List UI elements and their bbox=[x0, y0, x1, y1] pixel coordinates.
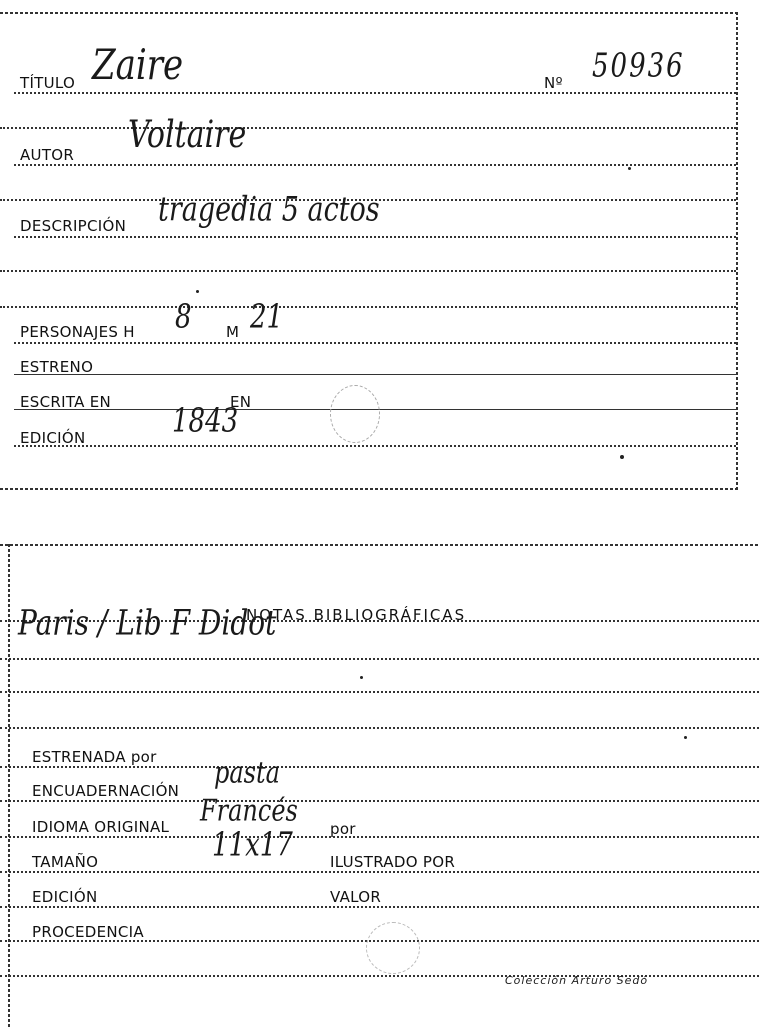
ink-speck bbox=[628, 167, 631, 170]
rule-line bbox=[0, 800, 759, 802]
rule-line bbox=[0, 270, 736, 272]
rule-line bbox=[14, 445, 736, 447]
card-top-edge bbox=[0, 544, 759, 546]
rule-line bbox=[0, 306, 736, 308]
catalog-card-back bbox=[0, 540, 759, 1028]
personajes-h-value: 8 bbox=[175, 298, 192, 336]
estreno-label: ESTRENO bbox=[20, 358, 94, 376]
en-label: EN bbox=[230, 393, 252, 411]
idioma-value: Francés bbox=[200, 793, 298, 828]
personajes-m-label: M bbox=[226, 323, 240, 341]
punch-hole-mark bbox=[330, 385, 380, 443]
edicion-value: 1843 bbox=[172, 402, 239, 440]
autor-label: AUTOR bbox=[20, 146, 75, 164]
rule-line bbox=[0, 906, 759, 908]
rule-line bbox=[14, 342, 736, 344]
notas-value: Paris / Lib F Didot bbox=[18, 601, 277, 643]
edicion-label: EDICIÓN bbox=[20, 429, 86, 447]
ink-speck bbox=[684, 736, 687, 739]
encuadernacion-label: ENCUADERNACIÓN bbox=[32, 782, 180, 800]
procedencia-label: PROCEDENCIA bbox=[32, 923, 144, 941]
ink-speck bbox=[360, 676, 363, 679]
notas-heading: NOTAS BIBLIOGRÁFICAS bbox=[246, 606, 467, 624]
encuadernacion-value: pasta bbox=[214, 755, 280, 790]
descripcion-label: DESCRIPCIÓN bbox=[20, 217, 127, 235]
card-bottom-edge bbox=[0, 488, 740, 490]
titulo-value: Zaire bbox=[92, 40, 184, 90]
card-left-edge bbox=[8, 544, 10, 1028]
coleccion-credit: Colección Arturo Sedó bbox=[505, 974, 649, 987]
por-label: por bbox=[330, 820, 356, 838]
autor-value: Voltaire bbox=[128, 113, 247, 157]
estrenada-label: ESTRENADA por bbox=[32, 748, 157, 766]
tamano-label: TAMAÑO bbox=[32, 853, 99, 871]
personajes-h-label: PERSONAJES H bbox=[20, 323, 135, 341]
rule-line bbox=[0, 871, 759, 873]
descripcion-value: tragedia 5 actos bbox=[158, 190, 380, 229]
valor-label: VALOR bbox=[330, 888, 382, 906]
rule-line bbox=[0, 691, 759, 693]
punch-hole-mark bbox=[366, 922, 420, 974]
card-top-edge bbox=[0, 12, 740, 14]
ilustrado-label: ILUSTRADO POR bbox=[330, 853, 456, 871]
card-right-edge bbox=[736, 12, 738, 488]
personajes-m-value: 21 bbox=[250, 298, 284, 336]
rule-line bbox=[0, 127, 736, 129]
numero-value: 50936 bbox=[592, 47, 685, 85]
rule-line bbox=[0, 658, 759, 660]
tamano-value: 11x17 bbox=[212, 826, 293, 864]
idioma-label: IDIOMA ORIGINAL bbox=[32, 818, 170, 836]
rule-line bbox=[0, 836, 759, 838]
escrita-en-label: ESCRITA EN bbox=[20, 393, 112, 411]
rule-line bbox=[14, 236, 736, 238]
ink-speck bbox=[196, 290, 199, 293]
rule-line bbox=[0, 727, 759, 729]
rule-line bbox=[14, 164, 736, 166]
catalog-card-front bbox=[0, 0, 759, 495]
titulo-label: TÍTULO bbox=[20, 74, 76, 92]
rule-line bbox=[14, 92, 736, 94]
ink-speck bbox=[620, 455, 624, 459]
rule-line bbox=[0, 766, 759, 768]
numero-label: Nº bbox=[544, 74, 563, 92]
rule-line bbox=[14, 374, 736, 375]
edicion-label: EDICIÓN bbox=[32, 888, 98, 906]
